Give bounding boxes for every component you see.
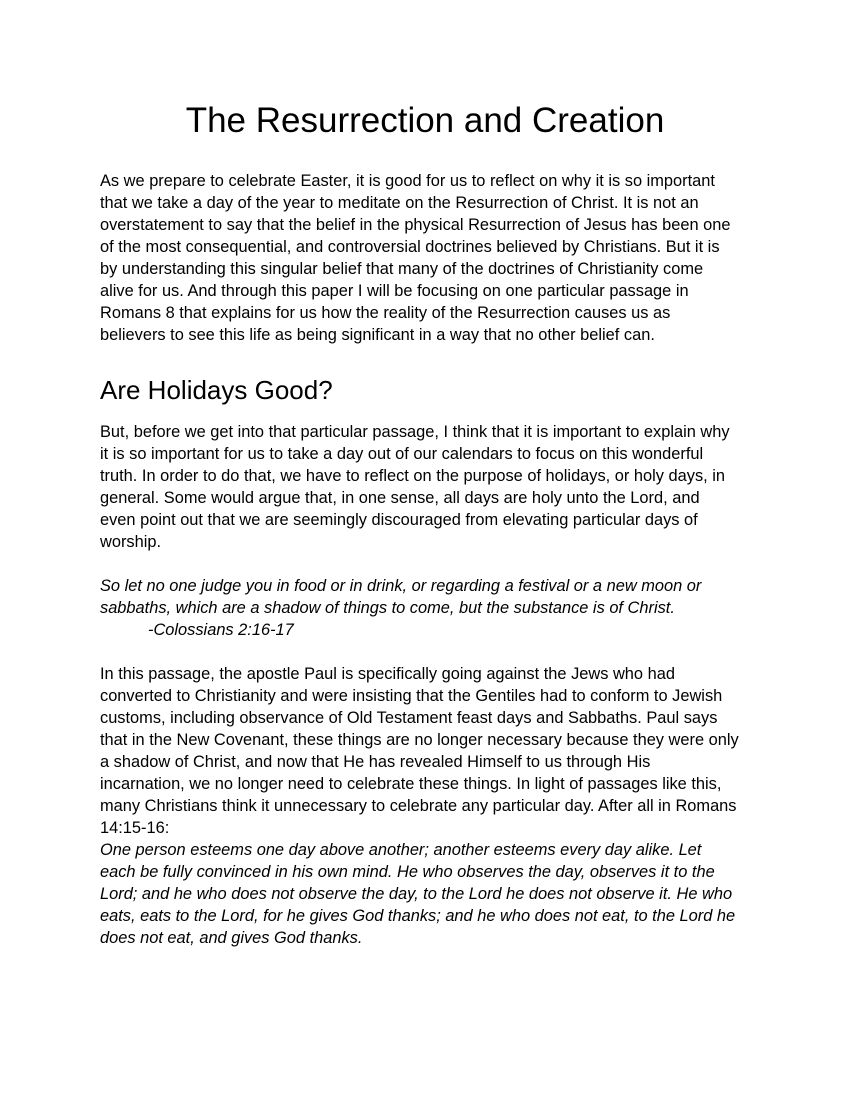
scripture-quote-colossians (100, 575, 780, 641)
scripture-quote-romans (100, 839, 780, 949)
text-line: But, before we get into that particular passage, I think that it is important to explain why (100, 423, 730, 441)
text-line: worship. (100, 533, 162, 551)
text-line: alive for us. And through this paper I will be focusing on one particular passage in (100, 282, 689, 300)
text-line: a shadow of Christ, and now that He has revealed Himself to us through His (100, 753, 651, 771)
text-line: general. Some would argue that, in one sense, all days are holy unto the Lord, and (100, 489, 700, 507)
text-line: converted to Christianity and were insisting that the Gentiles had to conform to Jewish (100, 687, 723, 705)
text-line: believers to see this life as being significant in a way that no other belief can. (100, 326, 655, 344)
text-line: As we prepare to celebrate Easter, it is good for us to reflect on why it is so important (100, 172, 715, 190)
quote-line: So let no one judge you in food or in drink, or regarding a festival or a new moon or (100, 577, 702, 595)
text-line: overstatement to say that the belief in the physical Resurrection of Jesus has been one (100, 216, 731, 234)
body-paragraph-1 (100, 421, 780, 553)
text-line: even point out that we are seemingly discouraged from elevating particular days of (100, 511, 698, 529)
text-line: truth. In order to do that, we have to reflect on the purpose of holidays, or holy days, in (100, 467, 726, 485)
text-line: 14:15-16: (100, 819, 170, 837)
body-paragraph-2 (100, 663, 780, 839)
quote-line: sabbaths, which are a shadow of things to come, but the substance is of Christ. (100, 599, 675, 617)
quote-citation: -Colossians 2:16-17 (148, 621, 294, 639)
quote-line: Lord; and he who does not observe the day, to the Lord he does not observe it. He who (100, 885, 733, 903)
text-line: of the most consequential, and controversial doctrines believed by Christians. But it is (100, 238, 720, 256)
text-line: that in the New Covenant, these things are no longer necessary because they were only (100, 731, 739, 749)
text-line: it is so important for us to take a day out of our calendars to focus on this wonderful (100, 445, 704, 463)
text-line: customs, including observance of Old Testament feast days and Sabbaths. Paul says (100, 709, 718, 727)
quote-line: One person esteems one day above another; another esteems every day alike. Let (100, 841, 702, 859)
quote-line: does not eat, and gives God thanks. (100, 929, 363, 947)
text-line: In this passage, the apostle Paul is specifically going against the Jews who had (100, 665, 675, 683)
intro-paragraph (100, 170, 780, 346)
text-line: that we take a day of the year to meditate on the Resurrection of Christ. It is not an (100, 194, 699, 212)
section-heading: Are Holidays Good? (100, 375, 333, 405)
text-line: many Christians think it unnecessary to celebrate any particular day. After all in Romans (100, 797, 737, 815)
text-line: Romans 8 that explains for us how the reality of the Resurrection causes us as (100, 304, 671, 322)
text-line: by understanding this singular belief that many of the doctrines of Christianity come (100, 260, 704, 278)
document-title: The Resurrection and Creation (185, 101, 665, 140)
quote-line: eats, eats to the Lord, for he gives God thanks; and he who does not eat, to the Lord he (100, 907, 736, 925)
quote-line: each be fully convinced in his own mind. He who observes the day, observes it to the (100, 863, 715, 881)
text-line: incarnation, we no longer need to celebrate these things. In light of passages like this, (100, 775, 722, 793)
